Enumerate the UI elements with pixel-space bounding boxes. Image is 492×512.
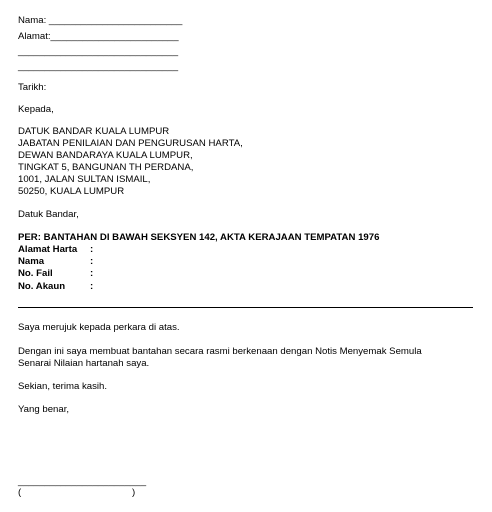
field-file-number — [18, 268, 93, 279]
body-paragraph-3: Sekian, terima kasih. — [18, 381, 108, 392]
to-label: Kepada, — [18, 104, 54, 115]
recipient-line: DEWAN BANDARAYA KUALA LUMPUR, — [18, 150, 193, 161]
signature-line: ________________________ — [18, 476, 147, 487]
sender-address-blank-1: ______________________________ — [18, 46, 179, 57]
subject-line: PER: BANTAHAN DI BAWAH SEKSYEN 142, AKTA KERAJAAN TEMPATAN 1976 — [18, 232, 380, 243]
field-property-address — [18, 244, 93, 255]
field-label: Alamat Harta — [18, 244, 78, 255]
recipient-line: 1001, JALAN SULTAN ISMAIL, — [18, 174, 151, 185]
field-name — [18, 256, 93, 267]
body-paragraph-1: Saya merujuk kepada perkara di atas. — [18, 322, 180, 333]
recipient-line: TINGKAT 5, BANGUNAN TH PERDANA, — [18, 162, 194, 173]
body-paragraph-2-line-2: Senarai Nilaian hartanah saya. — [18, 358, 150, 369]
field-label: Nama — [18, 256, 45, 267]
field-separator: : — [90, 244, 94, 255]
closing: Yang benar, — [18, 404, 70, 415]
sender-address-blank-2: ______________________________ — [18, 61, 179, 72]
recipient-line: JABATAN PENILAIAN DAN PENGURUSAN HARTA, — [18, 138, 243, 149]
field-separator: : — [90, 268, 94, 279]
sender-address-line: Alamat:________________________ — [18, 31, 179, 42]
recipient-line: DATUK BANDAR KUALA LUMPUR — [18, 126, 170, 137]
field-account-number — [18, 281, 93, 292]
horizontal-divider — [18, 307, 473, 308]
field-label: No. Fail — [18, 268, 53, 279]
body-paragraph-2-line-1: Dengan ini saya membuat bantahan secara rasmi berkenaan dengan Notis Menyemak Semula — [18, 346, 422, 357]
field-separator: : — [90, 281, 94, 292]
sender-name-line: Nama: _________________________ — [18, 15, 183, 26]
signature-paren-close: ) — [132, 487, 136, 498]
field-separator: : — [90, 256, 94, 267]
date-label: Tarikh: — [18, 82, 47, 93]
salutation: Datuk Bandar, — [18, 209, 79, 220]
signature-paren-open: ( — [18, 487, 22, 498]
recipient-line: 50250, KUALA LUMPUR — [18, 186, 125, 197]
field-label: No. Akaun — [18, 281, 66, 292]
